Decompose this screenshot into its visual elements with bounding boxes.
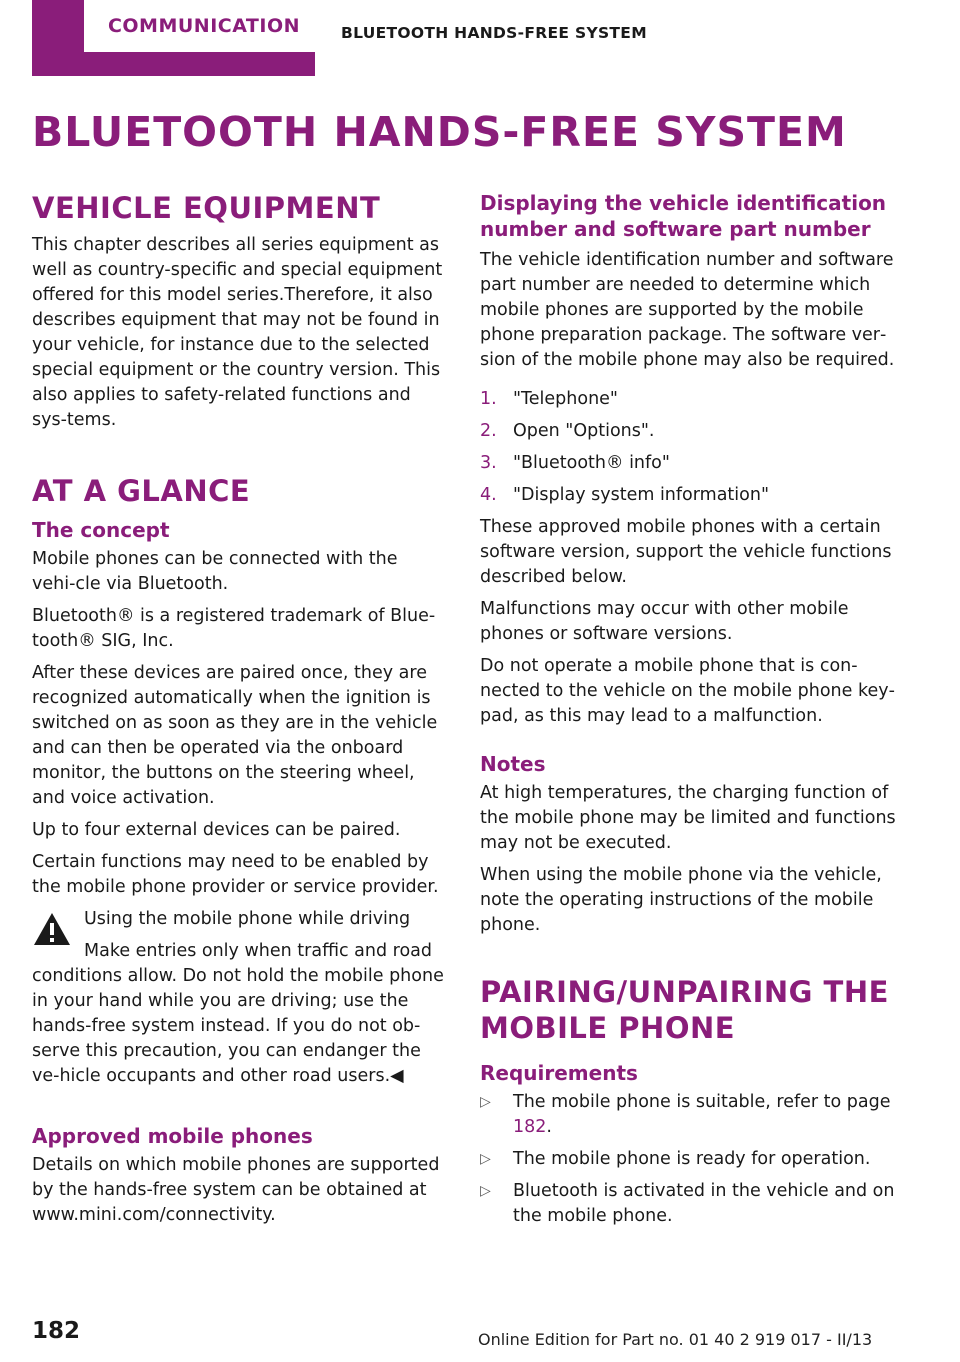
vin-text: The vehicle identification number and software part number are needed to determine which mobile phones are supported by the mobile phone preparation package. The software ver‐sion of the mobile phone may also be required. bbox=[480, 250, 895, 370]
vehicle-equipment-heading: VEHICLE EQUIPMENT bbox=[32, 191, 381, 225]
right-column bbox=[480, 190, 896, 1236]
concept-paragraph-2: Bluetooth® is a registered trademark of Blue‐tooth® SIG, Inc. bbox=[32, 605, 436, 651]
vin-paragraph-3: Do not operate a mobile phone that is con‐nected to the vehicle on the mobile phone key‐pad, as this may lead to a malfunction. bbox=[480, 656, 895, 726]
triangle-bullet-icon: ▷ bbox=[480, 1094, 491, 1110]
step-text: Open "Options". bbox=[513, 421, 655, 441]
warning-triangle-icon bbox=[32, 911, 72, 955]
list-item bbox=[480, 387, 896, 412]
page-number: 182 bbox=[32, 1318, 81, 1344]
concept-paragraph-1: Mobile phones can be connected with the vehi‐cle via Bluetooth. bbox=[32, 548, 398, 594]
warning-block bbox=[32, 907, 446, 1089]
triangle-bullet-icon: ▷ bbox=[480, 1183, 491, 1199]
concept-paragraph-3: After these devices are paired once, they are recognized automatically when the ignition is switched on as soon as they are in the vehicle and can then be operated via the onboard monitor, the buttons on the steering wheel, and voice activation. bbox=[32, 662, 438, 808]
notes-paragraph-1: At high temperatures, the charging function of the mobile phone may be limited and functions may not be executed. bbox=[480, 783, 896, 853]
notes-paragraph-2: When using the mobile phone via the vehicle, note the operating instructions of the mobile phone. bbox=[480, 865, 882, 935]
list-item bbox=[480, 483, 896, 508]
step-text: "Display system information" bbox=[513, 485, 769, 505]
triangle-bullet-icon: ▷ bbox=[480, 1151, 491, 1167]
step-text: "Bluetooth® info" bbox=[513, 453, 670, 473]
requirement-2-text: The mobile phone is ready for operation. bbox=[513, 1149, 871, 1169]
list-item bbox=[480, 1090, 896, 1140]
list-item bbox=[480, 451, 896, 476]
requirement-3-text: Bluetooth is activated in the vehicle and on the mobile phone. bbox=[513, 1181, 895, 1226]
concept-paragraph-5: Certain functions may need to be enabled by the mobile phone provider or service provider. bbox=[32, 851, 439, 897]
concept-heading: The concept bbox=[32, 517, 170, 542]
list-item bbox=[480, 1179, 896, 1229]
approved-phones-heading: Approved mobile phones bbox=[32, 1123, 313, 1148]
step-number: 2. bbox=[480, 421, 497, 441]
edition-footer: Online Edition for Part no. 01 40 2 919 017 - II/13 bbox=[478, 1330, 873, 1349]
page-link[interactable]: 182 bbox=[513, 1117, 547, 1137]
warning-text: Make entries only when traffic and road conditions allow. Do not hold the mobile phone in your hand while you are driving; use the hands-free system instead. If you do not ob‐serve this precaution, you can endanger the ve‐hicle occupants and other road users.◀ bbox=[32, 940, 444, 1086]
page-title: BLUETOOTH HANDS-FREE SYSTEM bbox=[32, 108, 847, 156]
vin-paragraph-1: These approved mobile phones with a certain software version, support the vehicle functions described below. bbox=[480, 517, 892, 587]
requirements-heading: Requirements bbox=[480, 1061, 638, 1085]
approved-phones-text: Details on which mobile phones are supported by the hands-free system can be obtained at www.mini.com/connectivity. bbox=[32, 1154, 440, 1225]
warning-title: Using the mobile phone while driving bbox=[84, 908, 411, 929]
chapter-tab bbox=[32, 0, 315, 76]
chapter-label: COMMUNICATION bbox=[84, 0, 324, 52]
concept-paragraph-4: Up to four external devices can be paired. bbox=[32, 819, 401, 840]
vin-paragraph-2: Malfunctions may occur with other mobile phones or software versions. bbox=[480, 599, 849, 644]
list-item bbox=[480, 419, 896, 444]
step-text: "Telephone" bbox=[513, 389, 618, 409]
pairing-heading-line-1: PAIRING/UNPAIRING THE bbox=[480, 975, 889, 1009]
list-item bbox=[480, 1147, 896, 1172]
notes-heading: Notes bbox=[480, 752, 546, 776]
pairing-heading-line-2: MOBILE PHONE bbox=[480, 1011, 736, 1045]
vin-heading: Displaying the vehicle identification number and software part number bbox=[480, 191, 887, 241]
requirements-list bbox=[480, 1090, 896, 1229]
step-number: 3. bbox=[480, 453, 497, 473]
at-a-glance-heading: AT A GLANCE bbox=[32, 474, 251, 509]
requirement-1-text: The mobile phone is suitable, refer to page bbox=[513, 1092, 891, 1112]
requirement-1-end: . bbox=[546, 1117, 552, 1137]
step-number: 1. bbox=[480, 389, 497, 409]
step-number: 4. bbox=[480, 485, 497, 505]
left-column bbox=[32, 190, 446, 1228]
pairing-heading bbox=[480, 974, 896, 1046]
section-label: BLUETOOTH HANDS-FREE SYSTEM bbox=[341, 24, 647, 42]
vehicle-equipment-text: This chapter describes all series equipment as well as country-specific and special equipment offered for this model series.Therefore, it also describes equipment that may not be found in your vehicle, for instance due to the selected special equipment or the country version. This also applies to safety-related functions and sys‐tems. bbox=[32, 235, 443, 431]
vin-steps-list bbox=[480, 387, 896, 508]
